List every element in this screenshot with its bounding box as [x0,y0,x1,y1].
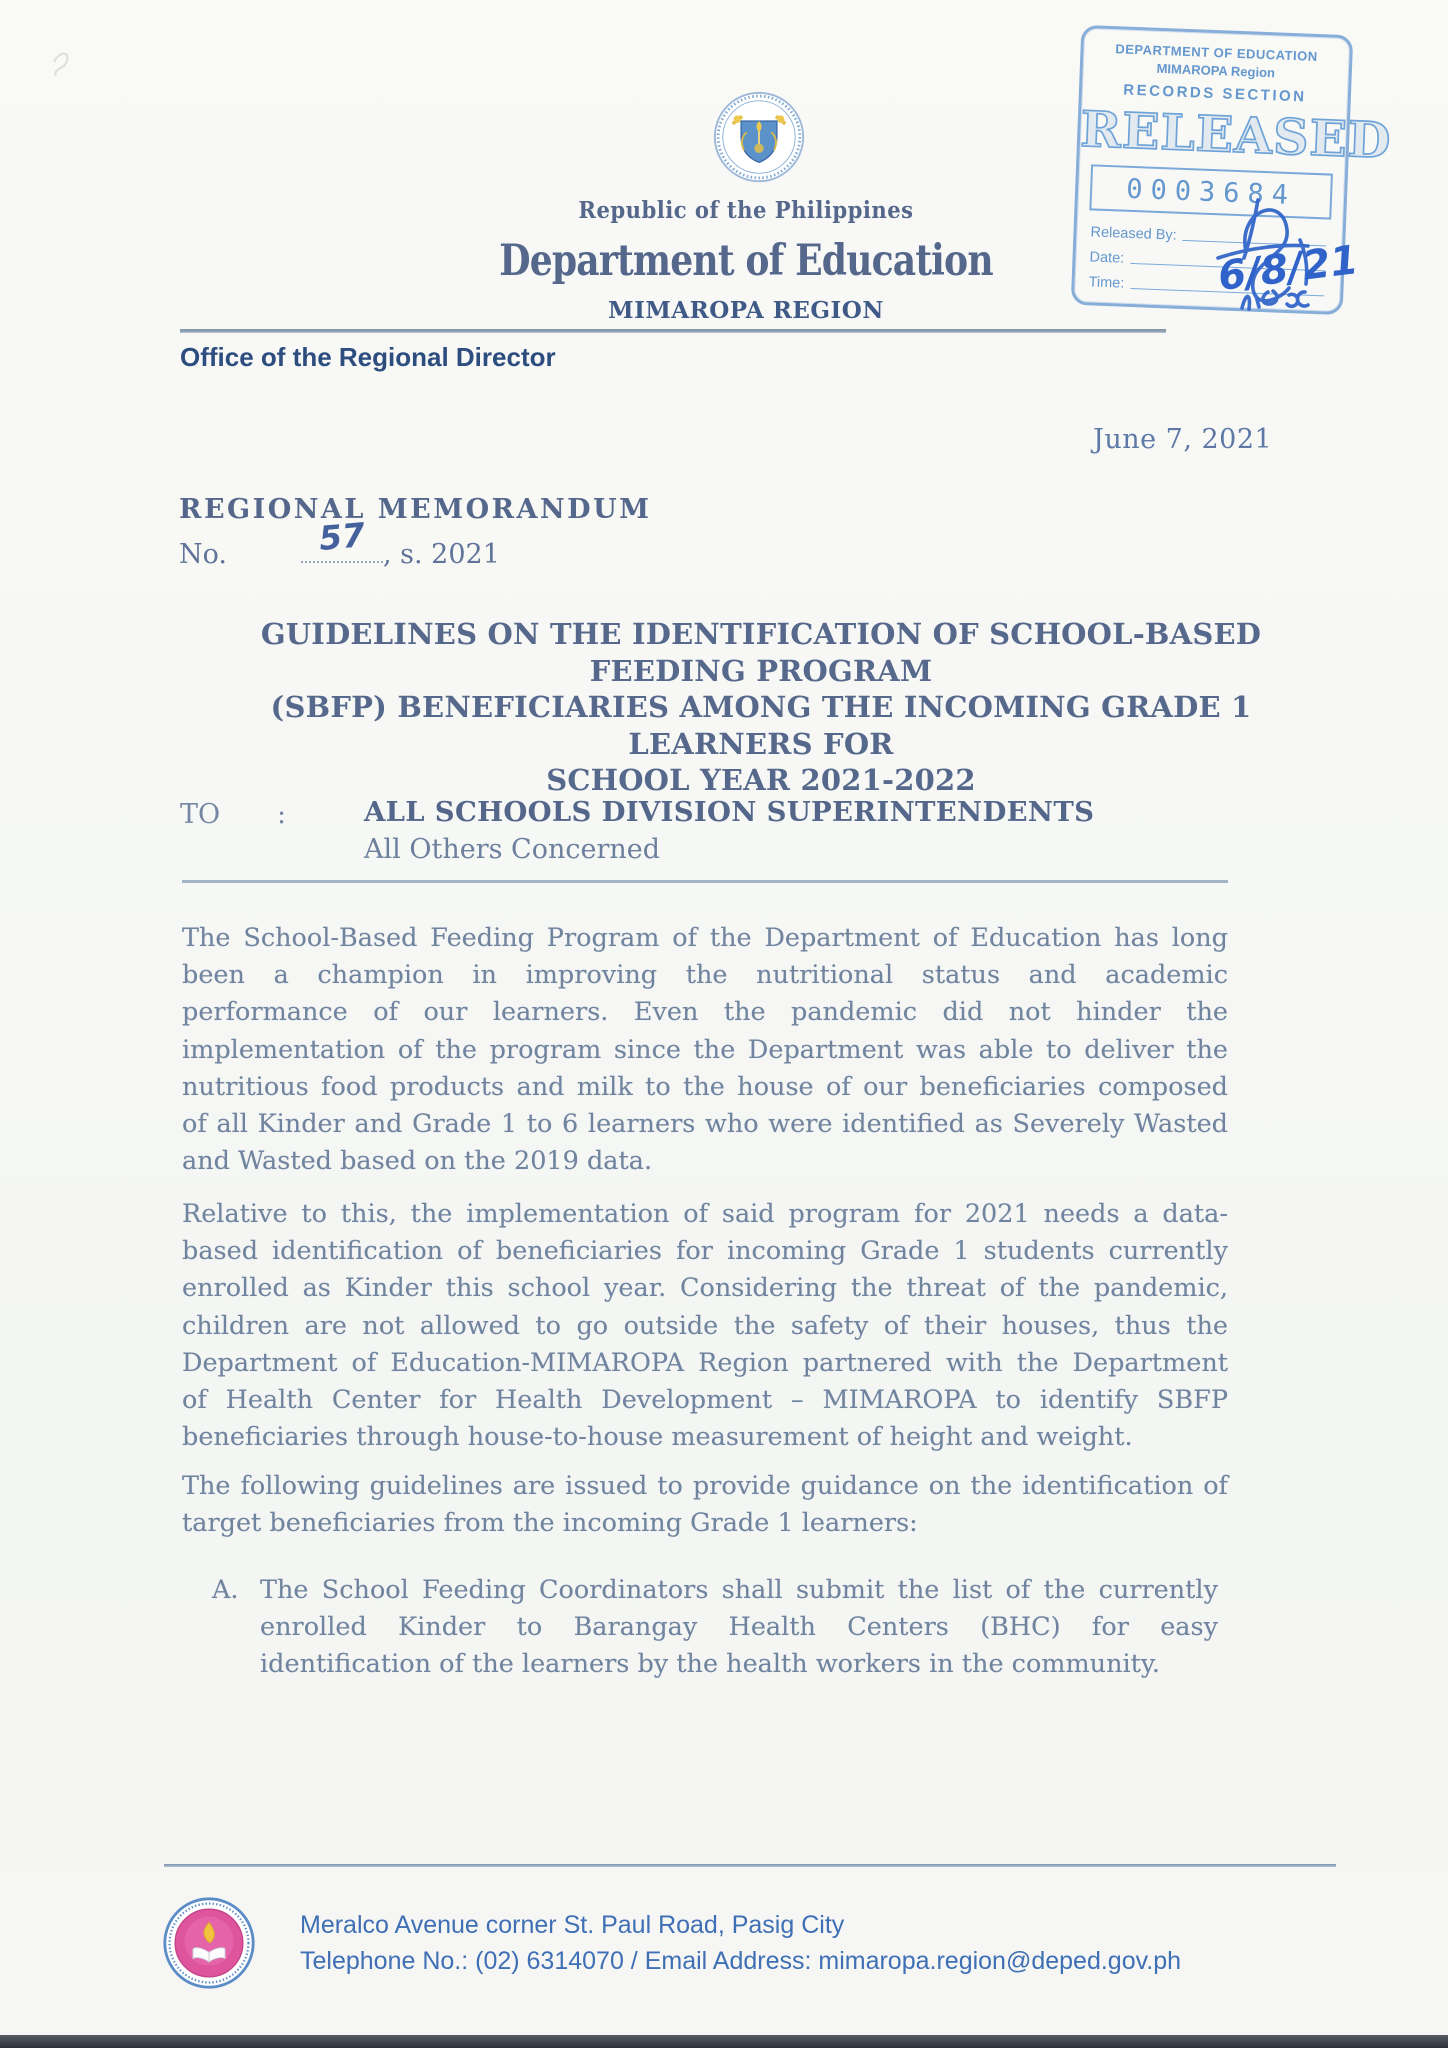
stamp-released-by-row [1090,224,1326,249]
paragraph-line: Relative to this, the implementation of said program for 2021 needs a data- [182,1199,1228,1229]
paragraph-line: based identification of beneficiaries for incoming Grade 1 students currently [182,1236,1228,1267]
memo-number-row [179,515,500,570]
department-title: Department of Education [499,236,993,286]
stamp-time-row [1088,274,1324,299]
office-line: Office of the Regional Director [180,342,556,372]
handwritten-memo-number: 57 [317,515,367,558]
region-line: MIMAROPA REGION [608,297,884,324]
deped-seal-icon [712,90,806,184]
item-line: The School Feeding Coordinators shall submit the list of the currently [260,1575,1218,1605]
date-line [1130,263,1325,271]
paragraph-line: children are not allowed to go outside the safety of their houses, thus the [182,1310,1228,1341]
stamp-number: 0003684 [1125,173,1297,212]
memo-kind: REGIONAL MEMORANDUM [179,494,652,525]
paragraph-line: target beneficiaries from the incoming Grade 1 learners: [182,1508,918,1539]
deped-footer-seal-icon [162,1896,256,1990]
footer-divider [164,1864,1336,1867]
memo-title-line: SCHOOL YEAR 2021-2022 [546,763,976,797]
paragraph-1 [182,920,1228,1180]
to-label: TO [180,799,221,830]
stamp-status: RELEASED [1079,99,1393,170]
item-line: identification of the learners by the health workers in the community. [260,1649,1161,1680]
footer-contact: Telephone No.: (02) 6314070 / Email Address: mimaropa.region@deped.gov.ph [300,1947,1182,1975]
memo-no-slot [301,515,383,563]
item-a-text [260,1572,1218,1684]
memo-no-suffix: , s. 2021 [383,539,500,570]
paragraph-line: of Health Center for Health Development – MIMAROPA to identify SBFP [182,1385,1228,1416]
paragraph-line: enrolled as Kinder this school year. Considering the threat of the pandemic, [182,1273,1228,1304]
paragraph-line: The following guidelines are issued to provide guidance on the identification of [182,1471,1228,1501]
paragraph-line: of all Kinder and Grade 1 to 6 learners who were identified as Severely Wasted [182,1109,1228,1140]
date-label: Date: [1089,249,1125,267]
paragraph-line: beneficiaries through house-to-house measurement of height and weight. [182,1422,1133,1453]
paragraph-line: been a champion in improving the nutritional status and academic [182,960,1228,991]
time-line [1130,288,1324,296]
memo-title-line: GUIDELINES ON THE IDENTIFICATION OF SCHOOL-BASED FEEDING PROGRAM [260,617,1262,688]
stamp-org: DEPARTMENT OF EDUCATION [1115,41,1318,64]
memo-title-line: (SBFP) BENEFICIARIES AMONG THE INCOMING GRADE 1 LEARNERS FOR [270,690,1252,761]
scan-edge-bar [0,2035,1448,2048]
stamp-date-row [1089,249,1325,274]
records-released-stamp [1071,25,1393,315]
memo-no-prefix: No. [179,539,227,570]
paragraph-line: Department of Education-MIMAROPA Region partnered with the Department [182,1347,1228,1378]
footer-address: Meralco Avenue corner St. Paul Road, Pasig City [300,1911,845,1939]
header-divider [180,329,1166,333]
memo-title [186,616,1336,799]
paragraph-2 [182,1196,1228,1456]
paragraph-line: implementation of the program since the Department was able to deliver the [182,1034,1228,1065]
recipient-primary: ALL SCHOOLS DIVISION SUPERINTENDENTS [364,796,1095,828]
paragraph-line: and Wasted based on the 2019 data. [182,1146,653,1177]
paragraph-3 [182,1468,1228,1542]
to-colon: : [277,799,287,830]
handwritten-date: 6/8/21 [1215,237,1361,300]
item-a-marker: A. [212,1575,239,1605]
stamp-number-box [1089,164,1333,219]
paragraph-line: The School-Based Feeding Program of the Department of Education has long [182,923,1228,953]
stamp-section: RECORDS SECTION [1122,81,1307,106]
paragraph-line: performance of our learners. Even the pandemic did not hinder the [182,997,1228,1028]
stamp-region: MIMAROPA Region [1156,60,1276,81]
scan-artifact [44,40,84,80]
time-label: Time: [1088,274,1125,292]
memo-date: June 7, 2021 [1093,424,1273,455]
guideline-item-a [182,1572,1228,1684]
republic-line: Republic of the Philippines [578,197,914,224]
released-by-label: Released By: [1090,224,1178,244]
released-by-line [1183,240,1327,247]
item-line: enrolled Kinder to Barangay Health Centers (BHC) for easy [260,1612,1218,1643]
to-divider [182,880,1228,883]
recipient-secondary: All Others Concerned [364,834,661,865]
paragraph-line: nutritious food products and milk to the house of our beneficiaries composed [182,1071,1228,1102]
